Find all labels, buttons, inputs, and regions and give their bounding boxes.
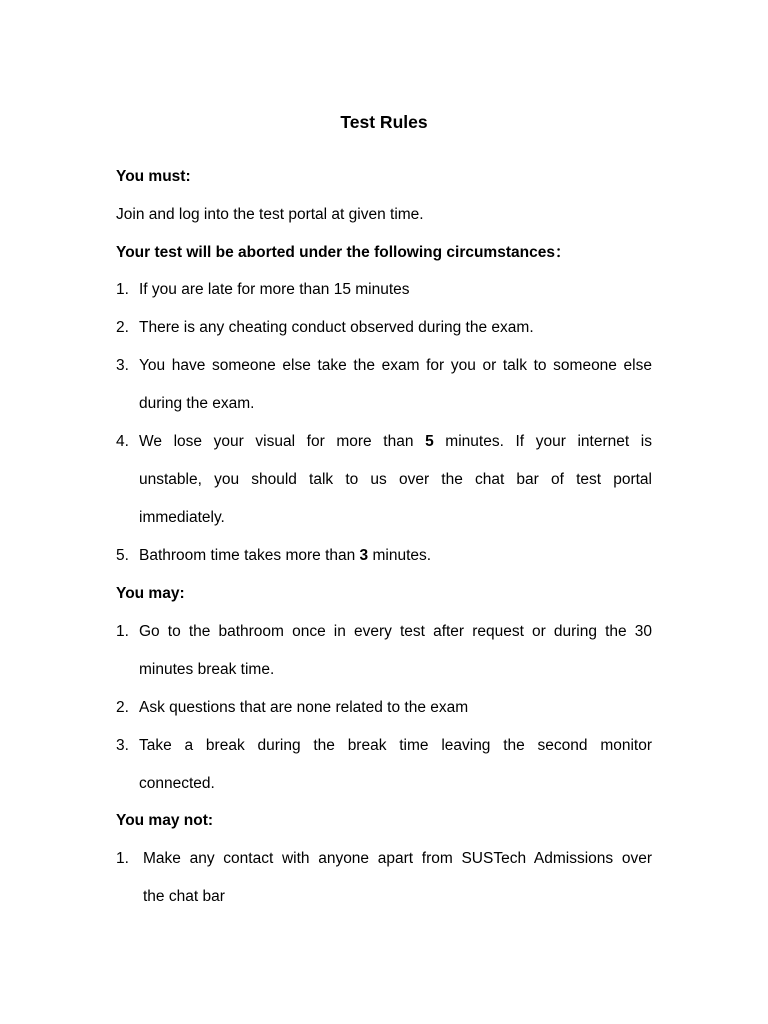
page-title: Test Rules: [340, 112, 428, 132]
aborted-item-4-line-1: We lose your visual for more than 5 minutes. If your internet is: [139, 433, 652, 450]
you-must-text: Join and log into the test portal at given time.: [116, 206, 424, 223]
may-item-3-line-2: connected.: [139, 775, 215, 792]
list-number: 3.: [116, 737, 129, 754]
document-page: [116, 0, 652, 1024]
aborted-item-5-line-1: Bathroom time takes more than 3 minutes.: [139, 547, 432, 564]
list-number: 1.: [116, 281, 129, 298]
aborted-item-4-line-3: immediately.: [139, 509, 225, 526]
list-number: 1.: [116, 623, 129, 640]
minutes-value-bold: 3: [359, 547, 369, 564]
aborted-item-1-line-1: If you are late for more than 15 minutes: [139, 281, 410, 298]
you-may-heading: You may:: [116, 585, 185, 602]
may-item-2-line-1: Ask questions that are none related to the exam: [139, 699, 469, 716]
may-not-item-1-line-2: the chat bar: [143, 888, 225, 905]
may-item-3-line-1: Take a break during the break time leaving the second monitor: [139, 737, 652, 754]
aborted-heading: Your test will be aborted under the following circumstances：: [116, 244, 571, 261]
list-number: 5.: [116, 547, 129, 564]
may-item-1-line-2: minutes break time.: [139, 661, 275, 678]
aborted-item-3-line-2: during the exam.: [139, 395, 255, 412]
you-must-heading: You must:: [116, 168, 191, 185]
list-number: 4.: [116, 433, 129, 450]
you-may-not-heading: You may not:: [116, 812, 214, 829]
may-not-item-1-line-1: Make any contact with anyone apart from SUSTech Admissions over: [143, 850, 652, 867]
minutes-value-bold: 5: [425, 433, 434, 450]
list-number: 2.: [116, 319, 129, 336]
list-number: 1.: [116, 850, 129, 867]
list-number: 3.: [116, 357, 129, 374]
aborted-item-2-line-1: There is any cheating conduct observed during the exam.: [139, 319, 534, 336]
may-item-1-line-1: Go to the bathroom once in every test after request or during the 30: [139, 623, 652, 640]
list-number: 2.: [116, 699, 129, 716]
aborted-item-3-line-1: You have someone else take the exam for you or talk to someone else: [139, 357, 652, 374]
aborted-item-4-line-2: unstable, you should talk to us over the chat bar of test portal: [139, 471, 652, 488]
